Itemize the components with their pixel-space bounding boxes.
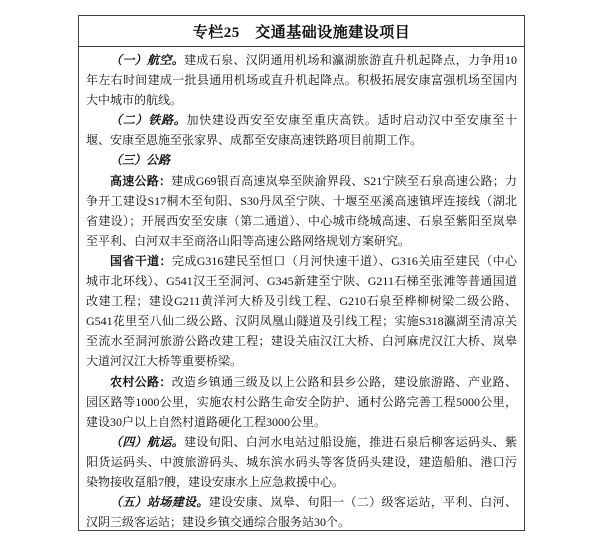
panel-body (79, 47, 524, 531)
panel-title: 专栏25 交通基础设施建设项目 (79, 16, 524, 47)
paragraph-aviation-text: 建成石泉、汉阴通用机场和瀛湖旅游直升机起降点，力争用10年左右时间建成一批县通用机场或直升机起降点。积极拓展安康富强机场至国内大中城市的航线。 (86, 53, 517, 108)
paragraph-aviation (86, 50, 517, 110)
paragraph-expressway (86, 171, 517, 251)
paragraph-highway-heading-lead: （三）公路 (110, 153, 171, 168)
paragraph-railway-lead: （二）铁路。 (110, 113, 187, 128)
document-panel (78, 15, 525, 531)
paragraph-rural-roads-lead: 农村公路： (110, 374, 172, 389)
paragraph-expressway-lead: 高速公路： (110, 173, 172, 188)
paragraph-station-construction-lead: （五）站场建设。 (110, 495, 209, 510)
paragraph-aviation-lead: （一）航空。 (110, 53, 185, 67)
paragraph-national-provincial-roads-lead: 国省干道： (110, 253, 172, 268)
paragraph-shipping (86, 432, 517, 492)
paragraph-railway-text: 加快建设西安至安康至重庆高铁。适时启动汉中至安康至十堰、安康至恩施至张家界、成都至安康高速铁路项目前期工作。 (86, 113, 517, 148)
paragraph-shipping-lead: （四）航运。 (110, 434, 185, 449)
paragraph-rural-roads-text: 改造乡镇通三级及以上公路和县乡公路，建设旅游路、产业路、园区路等1000公里，实施农村公路生命安全防护、通村公路完善工程5000公里，建设30户以上自然村道路硬化工程3000公里。 (86, 374, 517, 429)
paragraph-railway (86, 110, 517, 150)
paragraph-station-construction-text: 建设安康、岚皋、旬阳一（二）级客运站，平利、白河、汉阴三级客运站；建设乡镇交通综合服务站30个。 (86, 495, 517, 530)
paragraph-national-provincial-roads (86, 251, 517, 372)
paragraph-national-provincial-roads-text: 完成G316建民至恒口（月河快速干道）、G316关庙至建民（中心城市北环线）、G541汉王至洞河、G345新建至宁陕、G211石梯至张滩等普通国道改建工程；建设G211黄洋河大桥及引线工程、G210石泉至桦柳树梁二级公路、G541花里至八仙二级公路、汉阴凤凰山隧道及引线工程；实施S318瀛湖至清凉关至流水至洞河旅游公路改建工程；建设关庙汉江大桥、白河麻虎汉江大桥、岚皋大道河汉江大桥等重要桥梁。 (86, 253, 517, 369)
paragraph-shipping-text: 建设旬阳、白河水电站过船设施，推进石泉后柳客运码头、紫阳货运码头、中渡旅游码头、城东滨水码头等客货码头建设，建造船舶、港口污染物接收趸船7艘，建设安康水上应急救援中心。 (86, 434, 517, 489)
paragraph-station-construction (86, 492, 517, 531)
paragraph-highway-heading (86, 150, 517, 170)
paragraph-rural-roads (86, 372, 517, 432)
paragraph-expressway-text: 建成G69银百高速岚皋至陕渝界段、S21宁陕至石泉高速公路；力争开工建设S17桐木至旬阳、S30丹凤至宁陕、十堰至巫溪高速镇坪连接线（湖北省建设）；开展西安至安康（第二通道）、中心城市绕城高速、石泉至紫阳至岚皋至平利、白河双丰至商洛山阳等高速公路网络规划方案研究。 (86, 173, 517, 248)
